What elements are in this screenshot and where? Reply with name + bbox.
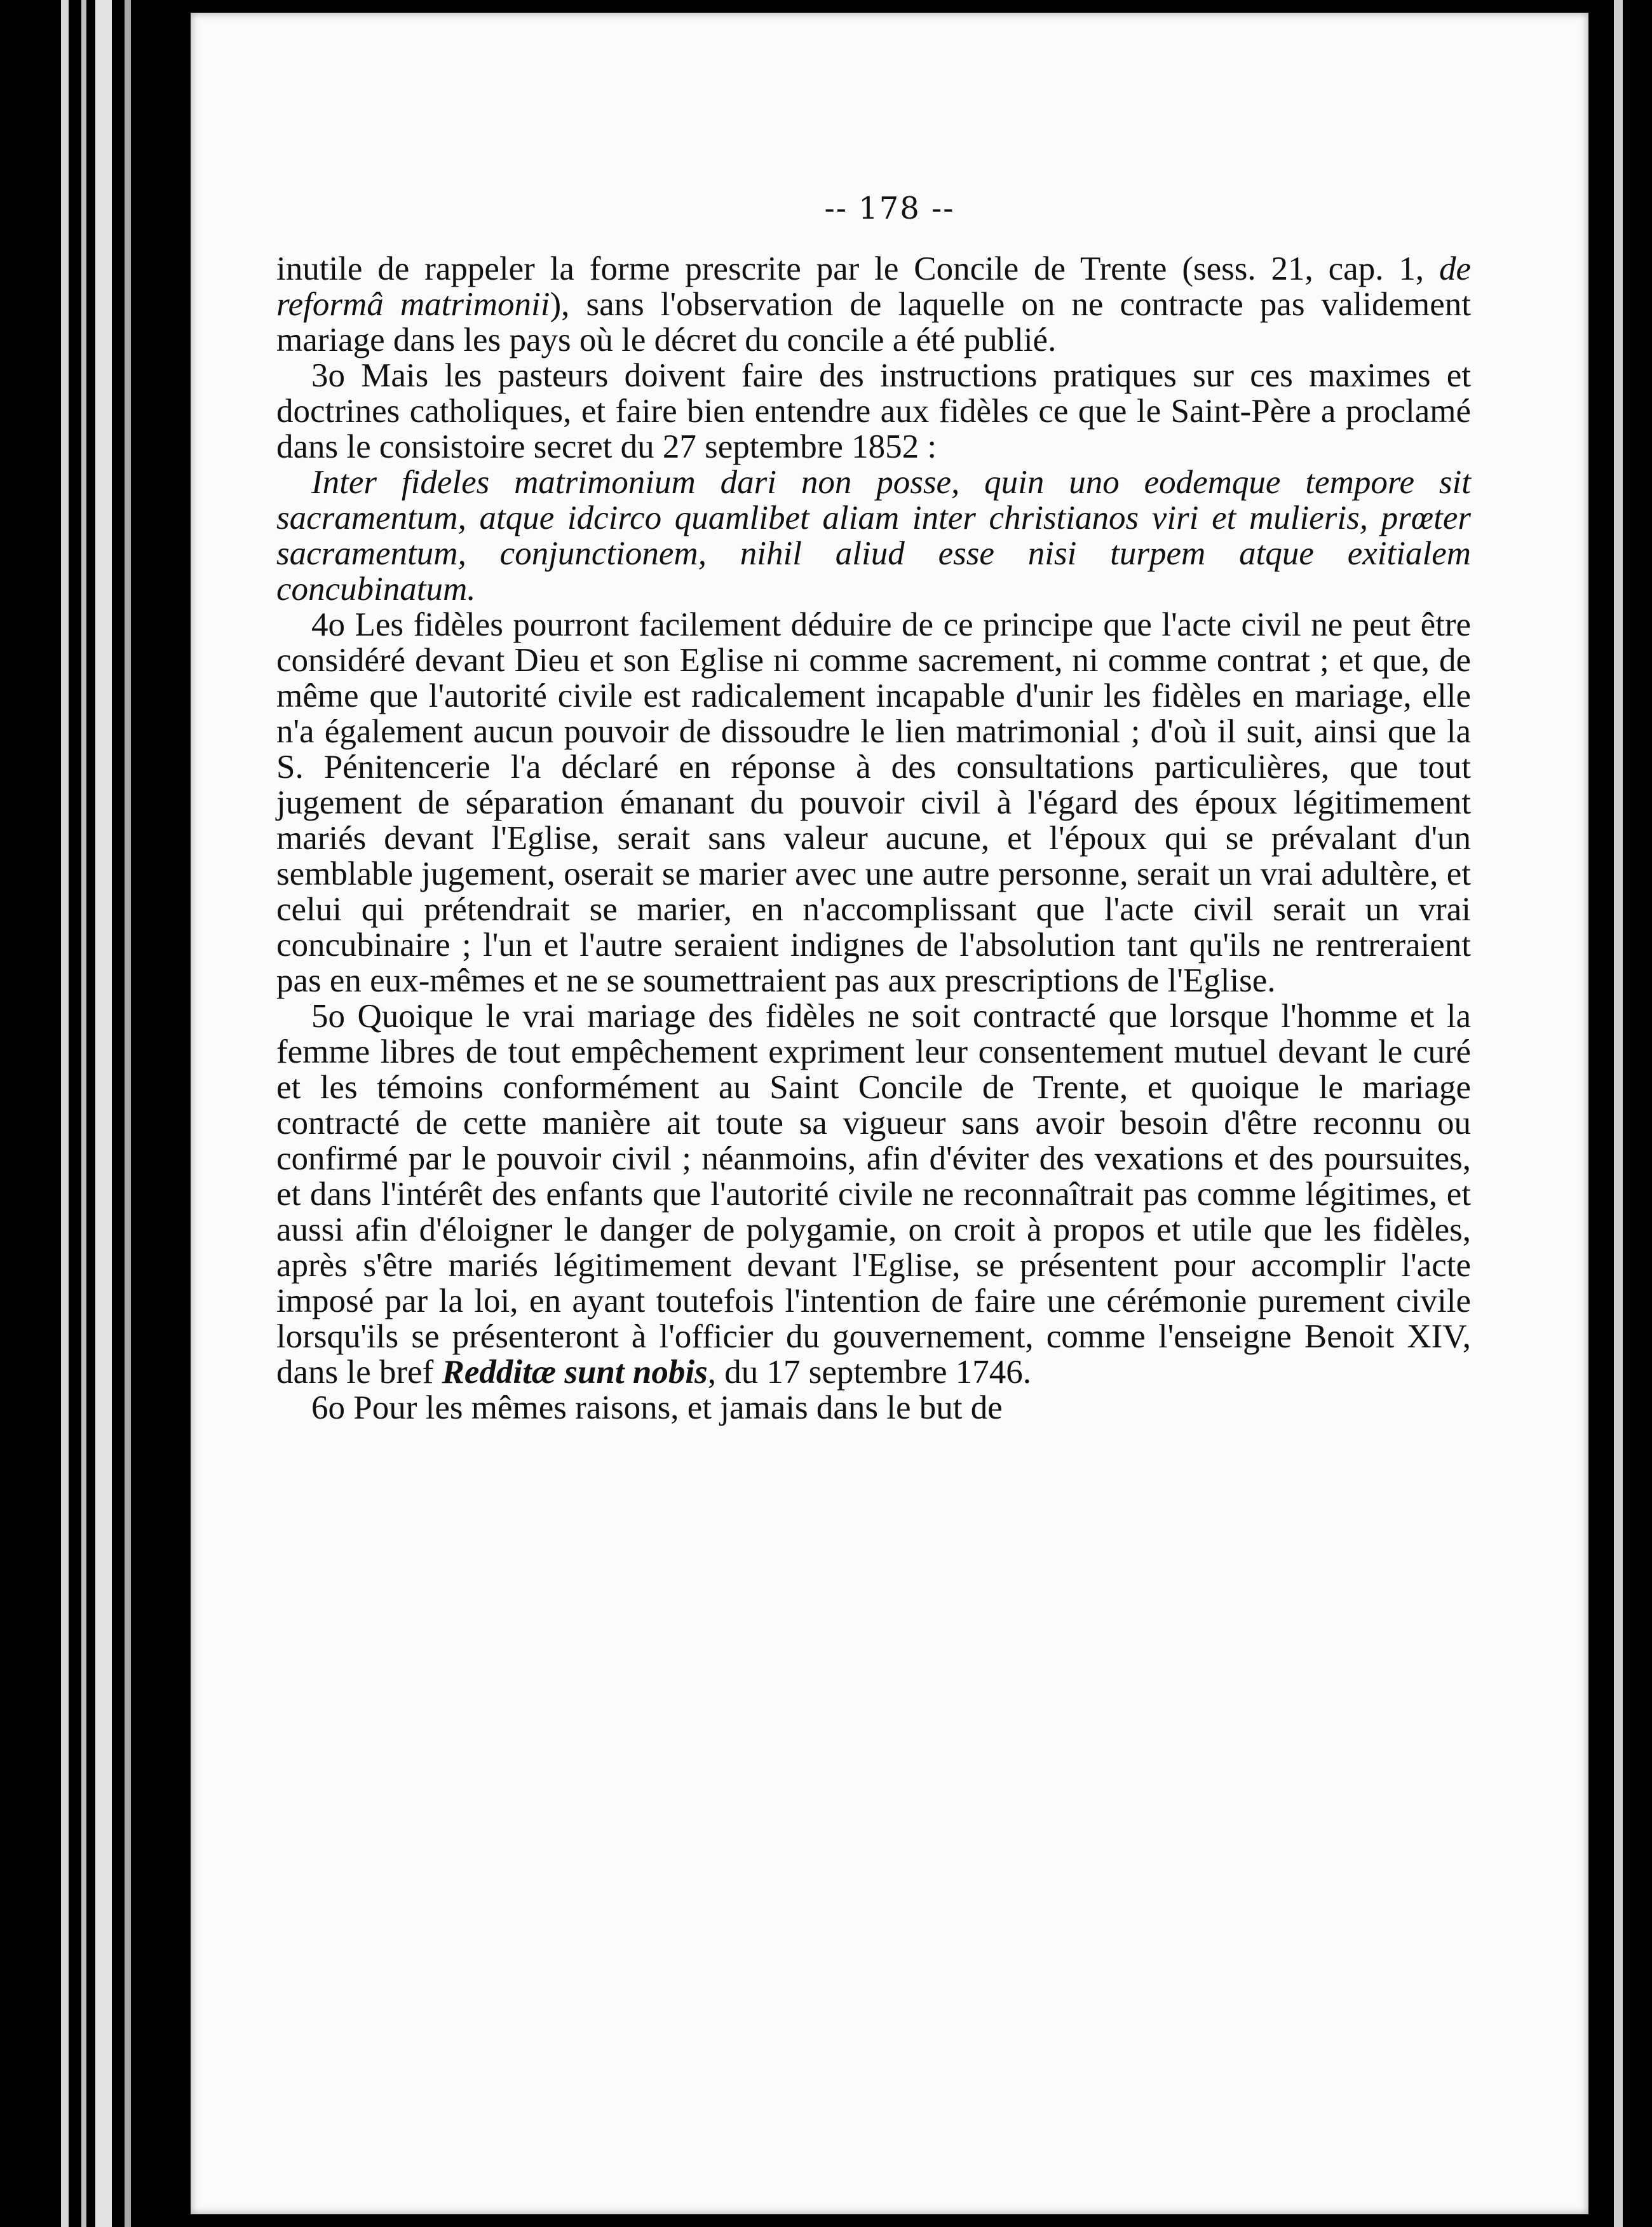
emphasis-bref: Redditæ sunt nobis (442, 1354, 708, 1391)
right-page-edge (1588, 0, 1652, 2227)
paragraph-3o: 3o Mais les pasteurs doivent faire des instructions pratiques sur ces maximes et doctrines catholiques, et faire bien entendre aux fidèles ce que le Saint-Père a proclamé dans le consistoire secret du 27 septembre 1852 : (276, 357, 1471, 465)
page-number: -- 178 -- (824, 191, 955, 226)
emphasis-reforma: de reformâ matrimonii (276, 250, 1471, 323)
page-body (276, 251, 1471, 1426)
left-page-edge (0, 0, 146, 2227)
paragraph-6o: 6o Pour les mêmes raisons, et jamais dans le but de (311, 1389, 1003, 1426)
latin-quote: Inter fideles matrimonium dari non posse, quin uno eodemque tempore sit sacramentum, atque idcirco quamlibet aliam inter christianos viri et mulieris, prœter sacramentum, conjunctionem, nihil aliud esse nisi turpem atque exitialem concubinatum. (276, 464, 1471, 608)
paragraph-4o: 4o Les fidèles pourront facilement déduire de ce principe que l'acte civil ne peut être considéré devant Dieu et son Eglise ni comme sacrement, ni comme contrat ; et que, de même que l'autorité civile est radicalement incapable d'unir les fidèles en mariage, elle n'a également aucun pouvoir de dissoudre le lien matrimonial ; d'où il suit, ainsi que la S. Pénitencerie l'a déclaré en réponse à des consultations particulières, que tout jugement de séparation émanant du pouvoir civil à l'égard des époux légitimement mariés devant l'Eglise, serait sans valeur aucune, et l'époux qui se prévalant d'un semblable jugement, oserait se marier avec une autre personne, serait un vrai adultère, et celui qui prétendrait se marier, en n'accomplissant que l'acte civil serait un vrai concubinaire ; l'un et l'autre seraient indignes de l'absolution tant qu'ils ne rentreraient pas en eux-mêmes et ne se soumettraient pas aux prescriptions de l'Eglise. (276, 606, 1471, 999)
paragraph-1: inutile de rappeler la forme prescrite par le Concile de Trente (sess. 21, cap. 1, de reformâ matrimonii), sans l'observation de laquelle on ne contracte pas validement mariage dans les pays où le décret du concile a été publié. (276, 250, 1471, 358)
paragraph-5o: 5o Quoique le vrai mariage des fidèles ne soit contracté que lorsque l'homme et la femme libres de tout empêchement expriment leur consentement mutuel devant le curé et les témoins conformément au Saint Concile de Trente, et quoique le mariage contracté de cette manière ait toute sa vigueur sans avoir besoin d'être reconnu ou confirmé par le pouvoir civil ; néanmoins, afin d'éviter des vexations et des poursuites, et dans l'intérêt des enfants que l'autorité civile ne reconnaîtrait pas comme légitimes, et aussi afin d'éloigner le danger de polygamie, on croit à propos et utile que les fidèles, après s'être mariés légitimement devant l'Eglise, se présentent pour accomplir l'acte imposé par la loi, en ayant toutefois l'intention de faire une cérémonie purement civile lorsqu'ils se présenteront à l'officier du gouvernement, comme l'enseigne Benoit XIV, dans le bref Redditæ sunt nobis, du 17 septembre 1746. (276, 998, 1471, 1391)
